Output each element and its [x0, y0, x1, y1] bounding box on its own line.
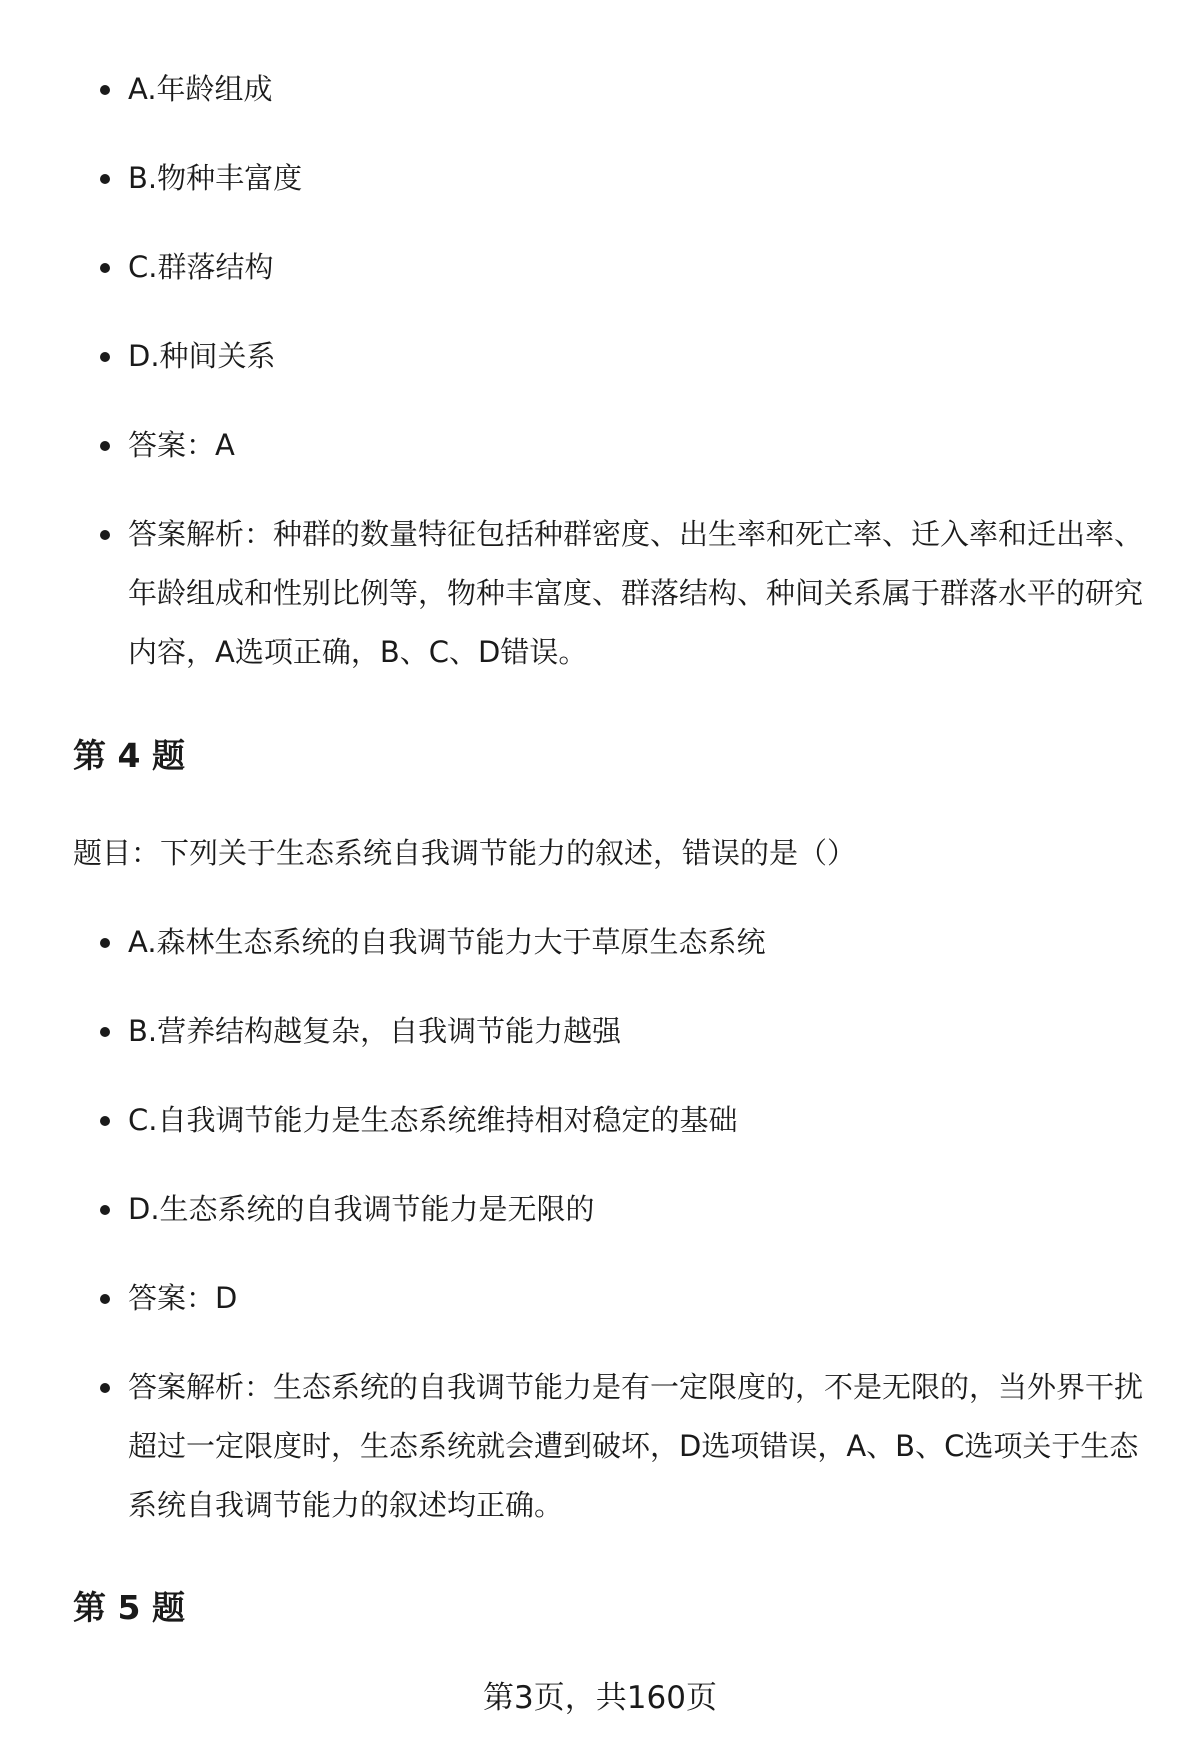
- q4-heading: 第 4 题: [73, 736, 185, 775]
- q3-option-b: B.物种丰富度: [0, 149, 1200, 208]
- q3-option-d: D.种间关系: [0, 327, 1200, 386]
- q3-option-list: [0, 60, 1200, 682]
- q4-option-d: D.生态系统的自我调节能力是无限的: [0, 1180, 1200, 1239]
- q3-option-a: A.年龄组成: [0, 60, 1200, 119]
- q4-question-text: 题目：下列关于生态系统自我调节能力的叙述，错误的是（）: [73, 836, 857, 870]
- q4-option-b: B.营养结构越复杂，自我调节能力越强: [0, 1002, 1200, 1061]
- q4-answer: 答案：D: [0, 1269, 1200, 1328]
- q3-answer-explanation: 答案解析：种群的数量特征包括种群密度、出生率和死亡率、迁入率和迁出率、年龄组成和性别比例等，物种丰富度、群落结构、种间关系属于群落水平的研究内容，A选项正确，B、C、D错误。: [0, 505, 1200, 682]
- page-footer: 第3页，共160页: [483, 1680, 717, 1716]
- q4-option-c: C.自我调节能力是生态系统维持相对稳定的基础: [0, 1091, 1200, 1150]
- q4-option-a: A.森林生态系统的自我调节能力大于草原生态系统: [0, 913, 1200, 972]
- q4-answer-explanation: 答案解析：生态系统的自我调节能力是有一定限度的，不是无限的，当外界干扰超过一定限度时，生态系统就会遭到破坏，D选项错误，A、B、C选项关于生态系统自我调节能力的叙述均正确。: [0, 1358, 1200, 1535]
- q5-heading: 第 5 题: [73, 1588, 185, 1627]
- q3-option-c: C.群落结构: [0, 238, 1200, 297]
- q4-option-list: [0, 913, 1200, 1535]
- q3-answer: 答案：A: [0, 416, 1200, 475]
